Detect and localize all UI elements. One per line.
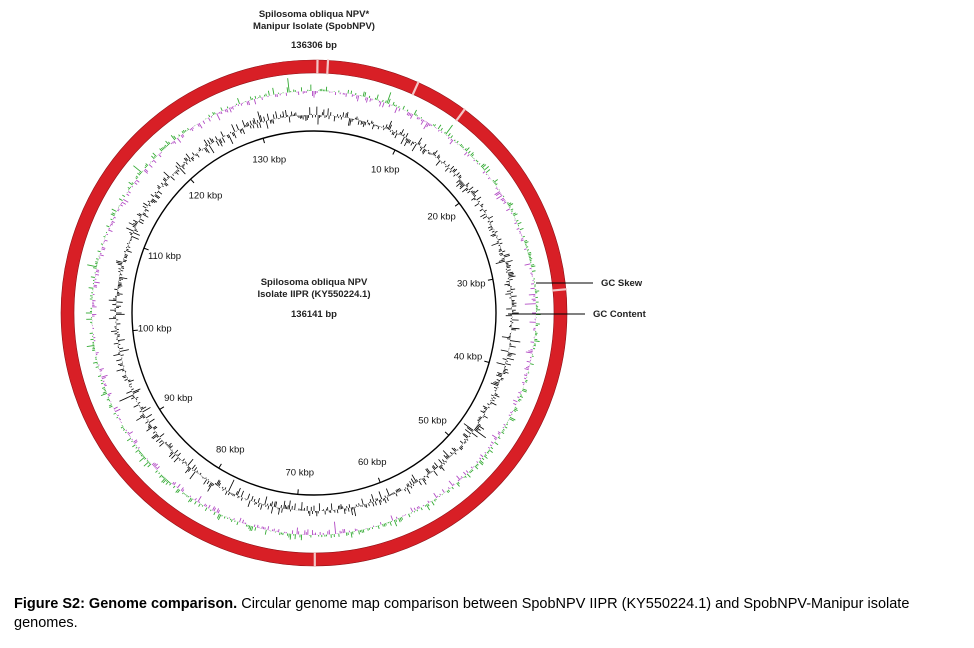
query-genome-isolate: Manipur Isolate (SpobNPV) — [253, 21, 375, 32]
tick-label: 90 kbp — [164, 392, 193, 404]
tick-mark — [144, 248, 149, 250]
tick-label: 50 kbp — [418, 415, 447, 427]
tick-mark — [160, 407, 164, 410]
tick-mark — [263, 138, 264, 143]
tick-label: 40 kbp — [453, 351, 483, 363]
caption-text: Circular genome map comparison between SpobNPV IIPR (KY550224.1) and SpobNPV-Manipur isolate genomes. — [14, 596, 910, 631]
tick-mark — [445, 432, 449, 435]
tick-label: 130 kbp — [252, 154, 287, 166]
tick-mark — [455, 203, 459, 206]
tick-mark — [378, 478, 380, 483]
tick-label: 120 kbp — [188, 190, 223, 202]
reference-genome-name: Spilosoma obliqua NPV — [260, 277, 368, 288]
tick-label: 110 kbp — [147, 250, 182, 262]
tick-mark — [488, 279, 493, 280]
gc-skew-legend-label: GC Skew — [601, 278, 643, 289]
gc-content-legend-label: GC Content — [593, 309, 646, 320]
tick-label: 20 kbp — [427, 211, 456, 223]
caption-label: Figure S2: Genome comparison. — [14, 596, 238, 612]
tick-label: 70 kbp — [285, 467, 315, 479]
query-genome-length: 136306 bp — [291, 40, 337, 51]
tick-mark — [393, 150, 395, 154]
tick-label: 30 kbp — [456, 278, 486, 290]
tick-mark — [484, 361, 489, 362]
alignment-gap — [552, 289, 567, 290]
tick-mark — [219, 464, 222, 468]
alignment-gap — [327, 59, 328, 74]
tick-mark — [191, 179, 194, 183]
reference-genome-isolate: Isolate IIPR (KY550224.1) — [257, 289, 371, 300]
reference-genome-length: 136141 bp — [291, 309, 337, 320]
tick-label: 100 kbp — [137, 323, 172, 335]
tick-label: 80 kbp — [216, 444, 245, 456]
figure-caption — [14, 595, 964, 633]
tick-label: 10 kbp — [370, 164, 400, 176]
tick-label: 60 kbp — [357, 457, 387, 469]
query-genome-name: Spilosoma obliqua NPV* — [258, 9, 370, 20]
